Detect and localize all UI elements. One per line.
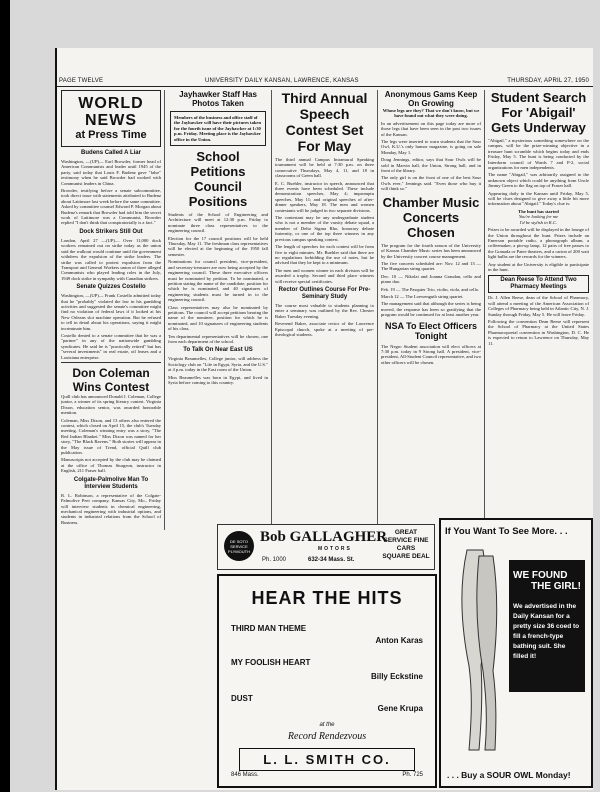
record-rendezvous-ad bbox=[217, 574, 437, 788]
sour-owl-headline: If You Want To See More. . . bbox=[445, 526, 568, 537]
article-text: Quill club has announced Donald J. Coleman, College junior, a winner of its spring literary contest. Virginia Dixon, education senior, was awarded honorable mention. bbox=[61, 394, 161, 416]
world-news-subtitle: at Press Time bbox=[75, 129, 147, 141]
article-text: Class representatives may also be nominated by petitions. The council will accept petitions bearing the name of the nominee, position for which he is nominated, and 10 signatures of engineering students of his class. bbox=[168, 304, 268, 332]
article-text: The program for the fourth season of the University of Kansas Chamber Music series has been announced by the University concert course management. bbox=[381, 242, 481, 259]
article-text: Feb. 19 — The Pasquier Trio, violin, viola, and cello. bbox=[381, 286, 480, 292]
article-text: London, April 27 —(UP)— Over 11,000 dock workers remained out on strike today as the union said the walkout would continue until the government withdrew the expulsion of the strike leaders. The strike was called to protest expulsion from the Transport and General Workers union of three alleged Communists who played leading roles in the July, 1949 dock strike in sympathy with Canadian strikers. bbox=[61, 237, 161, 281]
paper-name: UNIVERSITY DAILY KANSAN, LAWRENCE, KANSAS bbox=[205, 78, 359, 84]
column-abigail bbox=[488, 90, 589, 530]
article-text: Dr. J. Allen Reese, dean of the School of Pharmacy, will attend a meeting of the American Association of Colleges of Pharmacy being held in Atlantic City, N. J. Sunday through Friday, May 5. He will leave Friday. bbox=[488, 295, 589, 317]
article-text: R. L. Robinson, a representative of the Colgate-Palmolive Peet company, Kansas City, Mo., Friday will interview students in chemical engineering, mechanical engineering with industrial options, and students in industrial relations from the School of Business. bbox=[61, 492, 161, 525]
article-text: Miss Beaumelles was born in Egypt, and lived in Syria before coming to this country. bbox=[168, 374, 268, 385]
store-address: 846 Mass. bbox=[231, 772, 259, 778]
headline-large: School Petitions Council Positions bbox=[188, 149, 248, 210]
world-news-box bbox=[61, 90, 161, 147]
column-rule bbox=[484, 90, 485, 530]
article-text: Prizes to be awarded will be displayed in the lounge of the Union throughout the hunt. Prizes include an Emerson portable radio, a phonograph album, a coffeemaker, a pin-up lamp, 12 pairs of free passes to the Granada or Patee theaters, and a carton of 200 watt light bulbs are the rewards for the winners. bbox=[488, 227, 589, 260]
record-rendezvous-label: Record Rendezvous bbox=[287, 731, 367, 742]
article-text: The only girl is on the front of one of the best Sour Owls ever," Jennings said. "Even those who buy it will think so." bbox=[381, 175, 481, 192]
page-number: PAGE TWELVE bbox=[59, 78, 104, 84]
hit-artist: Anton Karas bbox=[375, 636, 423, 645]
article-text: The length of speeches for each contest will be from five to eight minutes. Mr. Buehler said that there are no regulations forbidding the use of notes, but he advised that they be kept to a minimum. bbox=[275, 244, 374, 266]
article-text: Ten departmental representatives will be chosen, one from each department of the school. bbox=[168, 333, 268, 344]
headline: Dock Strikers Still Out bbox=[79, 228, 143, 235]
found-description: We advertised in the Daily Kansan for a pretty size 36 coed to fill a french-type bathing suit. She filled it! bbox=[513, 603, 580, 660]
article-text: Any student at the University is eligible to participate in the hunt. bbox=[488, 261, 589, 272]
gallagher-phone: Ph. 1000 bbox=[262, 557, 287, 563]
sour-owl-ad bbox=[439, 518, 593, 788]
clue-line: You're looking for me bbox=[518, 214, 559, 220]
gallagher-brand: Bob GALLAGHER bbox=[260, 529, 388, 545]
article-text: The third annual Campus Intramural Speaking tournament will be held at 7:30 p.m. on three consecutive Thursdays, May 4, 11, and 18 in classrooms of Green hall. bbox=[275, 157, 374, 179]
column-rule bbox=[164, 90, 165, 530]
world-news-title: WORLD NEWS bbox=[78, 95, 144, 129]
article-text: Washington, —(UP)— Earl Browder, former head of American Communists and leader until 1945 of the party, said today that Louis F. Budenz gave "false" testimony when he said Browder had worked with Communist leaders in China. bbox=[61, 159, 161, 186]
article-text: In an advertisement on this page today are more of those legs that have been seen in the past two issues of the Kansan. bbox=[381, 120, 481, 137]
desoto-plymouth-badge-icon: DE SOTO SERVICE PLYMOUTH bbox=[224, 531, 254, 561]
headline: Budens Called A Liar bbox=[81, 150, 141, 156]
article-text: Appearing daily in the Kansan until Friday, May 5, will be clues designed to give away a little bit more information about "Abigail." Today's clue is: bbox=[488, 190, 589, 207]
article-text: March 12 — The Loewenguth string quartet. bbox=[381, 293, 464, 299]
column-rule bbox=[271, 90, 272, 530]
article-text: Reverend Baker, associate rector of the Lawrence Episcopal church, spoke at a meeting of pre-theological students. bbox=[275, 321, 374, 337]
article-text: The five concerts scheduled are: Nov. 12 and 13 — The Hungarian string quartet. bbox=[381, 260, 481, 272]
article-text: Costello denied to a senate committee that he was a "partner" in any of the nationwide gambling syndicates. He said he is "practically retired" but has "several investments" in real estate, oil leases and a Louisiana enterprise. bbox=[61, 332, 161, 360]
article-text: "Abigail," a mysterious something somewhere on the campus, will be the prize-winning objective in a treasure hunt scramble which begins today and ends Friday, May 5. The hunt is being conducted by the Interdorm council of Wards 7 and P-2, social organizations for men independents. bbox=[488, 138, 589, 171]
headline: Jayhawker Staff Has Photos Taken bbox=[179, 90, 257, 108]
article-text: Dec. 10 — Nikolai and Joanna Graudan, cello and piano duo. bbox=[381, 273, 481, 285]
gallagher-motors-label: MOTORS bbox=[318, 546, 352, 552]
gallagher-motors-ad bbox=[217, 524, 435, 570]
store-name: L. L. SMITH CO. bbox=[239, 748, 415, 771]
article-text: Coleman, Miss Dixon, and 13 others also entered the contest, which closed on April 15, the club's Tuesday meeting. Coleman's winning entry was a story, "The Red Indian Blanket." Miss Dixon was named for her story, "The Black Ravens." Both stories will appear in the May issue of Trend, official Quill club publication. bbox=[61, 417, 161, 456]
hit-song: MY FOOLISH HEART bbox=[231, 658, 311, 667]
hit-song: DUST bbox=[231, 694, 253, 703]
article-text: The name "Abigail," was arbitrarily assigned to the unknown object which could be anything from Uncle Jimmy Green to the flag on top of Fraser hall. bbox=[488, 172, 589, 189]
article-text: The course most valuable to students planning to enter a seminary was outlined by the Rev. Chester Baker Tuesday evening. bbox=[275, 302, 374, 319]
column-jayhawker bbox=[168, 90, 268, 530]
hits-title: HEAR THE HITS bbox=[251, 588, 403, 608]
found-line-2: THE GIRL! bbox=[531, 581, 581, 592]
gallagher-address: 632-34 Mass. St. bbox=[308, 557, 355, 563]
headline: Senate Quizzes Costello bbox=[76, 284, 146, 291]
article-text: The men and women winner in each division will be awarded a trophy. Second and third place winners will receive special certificates. bbox=[275, 267, 374, 284]
clue-line: I'd be stylish in K.C. bbox=[519, 219, 558, 225]
headline: Colgate-Palmolive Man To Interview Students bbox=[73, 476, 149, 490]
column-sour-owl bbox=[381, 90, 481, 530]
article-text: Browder, testifying before a senate subcommittee, took direct issue with statements attributed to Budenz about Lattimore last week before the same committee. Asked by committee counsel Edward P. Morgan about Budenz's remark that Browder had told him the secret work of Lattimore was a Communist, Browder replied "I don't think that conspiratorially is a fact." bbox=[61, 188, 161, 226]
column-rule bbox=[377, 90, 378, 530]
clue-line: The hunt has started bbox=[518, 208, 559, 214]
headline: To Talk On Near East US bbox=[183, 347, 253, 354]
store-phone: Ph. 725 bbox=[402, 772, 423, 778]
found-the-girl-box bbox=[509, 560, 585, 692]
article-text: Manuscripts not accepted by the club may be claimed at the office of Thomas Sturgeon, instructor in English, 211 Fraser hall. bbox=[61, 457, 161, 474]
issue-date: THURSDAY, APRIL 27, 1950 bbox=[507, 78, 589, 84]
at-the-label: at the bbox=[319, 722, 335, 728]
article-text: Students of the School of Engineering and Architecture will meet at 12:30 p.m. Friday to nominate three class representatives to the engineering council. bbox=[168, 212, 268, 234]
article-text: The management said that although the series is being moved, the response has been so gratifying that the program would be continued for at least another year. bbox=[381, 301, 481, 318]
article-text: Following the convention Dean Reese will represent the School of Pharmacy at the United States Pharmacopoeial convention in Washington, D. C. He is expected to return to Lawrence on Thursday, May 11. bbox=[488, 318, 589, 346]
article-text: The legs were inserted to warn students that the Sour Owl, K.U.'s only humor magazine, is going on sale Monday, May 1. bbox=[381, 139, 481, 155]
legs-illustration-icon bbox=[449, 546, 504, 754]
headline: Anonymous Gams Keep On Growing bbox=[384, 90, 478, 108]
article-text: Nominations for council president, vice-president, and secretary-treasurer are now being accepted by the engineering council. These three executive officers must be nominated by petition. To be nominated, a petition stating the name of the candidate, position for which he is nominated, and 40 signatures of engineering students must be turned in to the engineering council. bbox=[168, 259, 268, 303]
headline: NSA To Elect Officers Tonight bbox=[384, 320, 478, 341]
headline-large: Third Annual Speech Contest Set For May bbox=[281, 90, 368, 154]
headline: Dean Reese To Attend Two Pharmacy Meetings bbox=[488, 275, 589, 293]
hit-artist: Gene Krupa bbox=[377, 704, 423, 713]
header-rule bbox=[57, 86, 593, 87]
headline-large: Don Coleman Wins Contest bbox=[61, 362, 161, 394]
found-line-1: WE FOUND bbox=[513, 570, 568, 581]
headline-large: Chamber Music Concerts Chosen bbox=[382, 194, 480, 240]
binding-edge bbox=[0, 0, 10, 792]
article-text: E. C. Buehler, instructor in speech, announced that three events have been scheduled. These include demonstration speeches, May 4; impromptu speeches, May 11; and original speeches of after-dinner speakers, May 18. The men and women contestants will be judged in two separate divisions. bbox=[275, 180, 374, 213]
sour-owl-footer: . . . Buy a SOUR OWL Monday! bbox=[447, 770, 571, 780]
hit-song: THIRD MAN THEME bbox=[231, 624, 307, 633]
article-text: Election for the 17 council positions will be held Thursday, May 11. The freshman class representatives will be elected at the beginning of the 1950 fall semester. bbox=[168, 235, 268, 257]
newspaper-page bbox=[55, 48, 593, 790]
article-text: The contestant may be any undergraduate student who is not a member of the varsity debate squad, a member of Delta Sigma Rho, honorary debate fraternity, or one of the top three winners in any previous campus speaking contest. bbox=[275, 215, 374, 242]
article-text: Whose legs are they? That we don't know, but we have found out what they were doing. bbox=[382, 108, 480, 119]
headline-large: Student Search For 'Abigail' Gets Underway bbox=[490, 90, 587, 135]
hit-artist: Billy Eckstine bbox=[370, 672, 423, 681]
column-world-news bbox=[61, 90, 161, 790]
article-text: Virginia Beaumelles, College junior, will address the Sociology club on "Life in Egypt, Syria, and the U.S." at 4 p.m. today in the East room of the Union. bbox=[168, 356, 268, 373]
gallagher-slogan: GREAT SERVICE FINE CARS SQUARE DEAL bbox=[382, 529, 430, 560]
article-text: The Negro Student association will elect officers at 7:30 p.m. today in 9 Strong hall. A president, vice-president, All-Student Council representative, and two other officers will be chosen. bbox=[381, 343, 481, 365]
headline: Rector Outlines Course For Pre-Seminary Study bbox=[278, 286, 371, 300]
article-text: Doug Jennings, editor, says that Sour Owls will be sold in Marvin hall, the Union, Strong hall, and in front of the library. bbox=[381, 157, 481, 174]
column-speech bbox=[275, 90, 374, 510]
article-text: Washington, —(UP)— Frank Costello admitted today that he "probably" violated the law in his gambling activities and suggested the senate's committee might find no violation of federal laws if it looked at his New Orleans slot machine operation. But he refused to tell in detail about his operations, saying it might incriminate him. bbox=[61, 293, 161, 331]
notice-box: Members of the business and office staff of the Jayhawker will have their pictures taken for the fourth issue of the Jayhawker at 1:30 p.m. Friday. Meeting place is the Jayhawker office in the Union. bbox=[170, 111, 266, 146]
